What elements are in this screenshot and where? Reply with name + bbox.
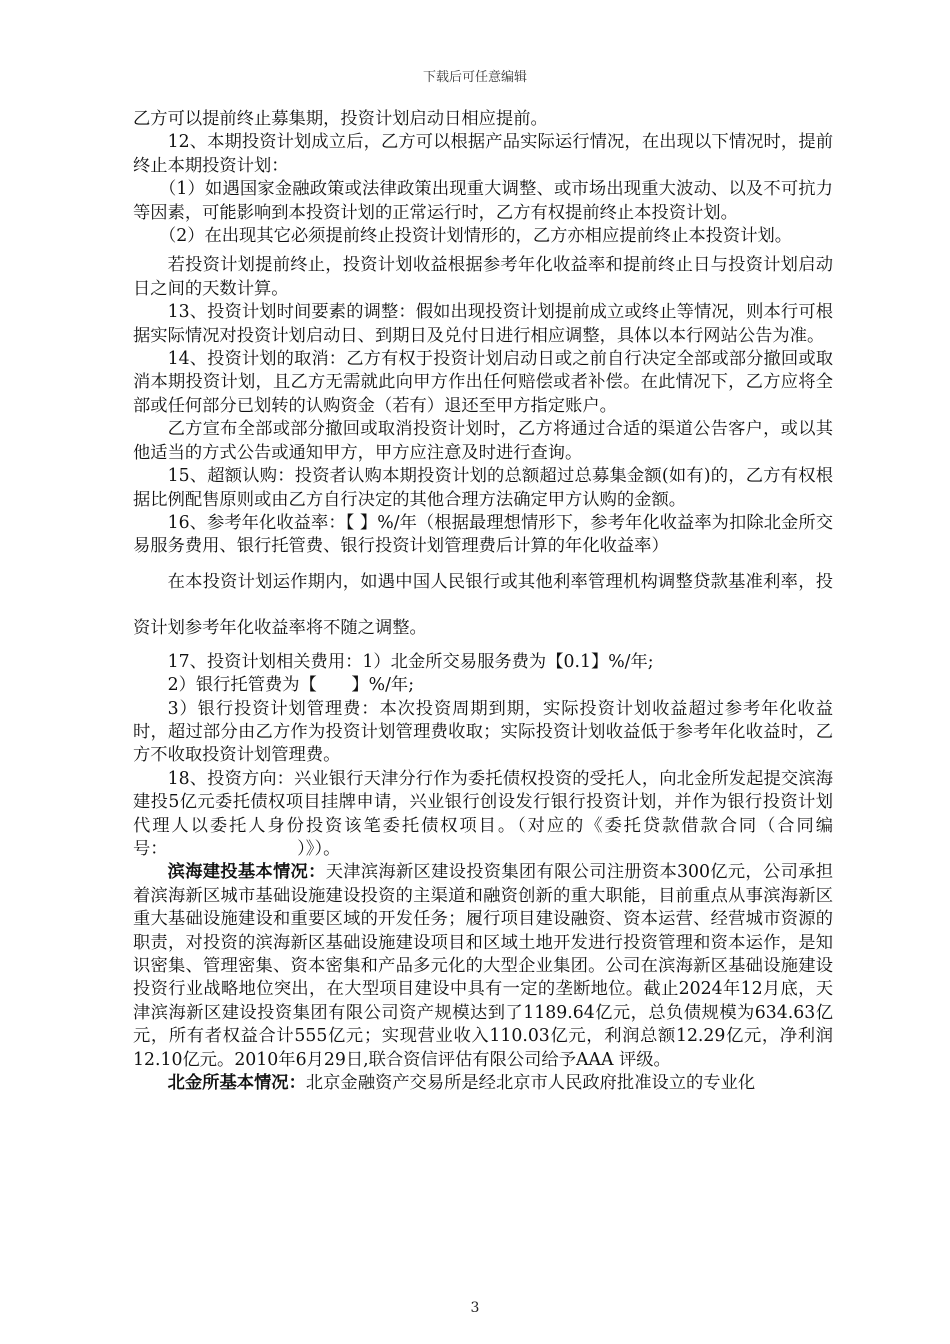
document-body xyxy=(133,108,833,1095)
paragraph: 2）银行托管费为【 】%/年; xyxy=(167,675,415,696)
paragraph: 若投资计划提前终止，投资计划收益根据参考年化收益率和提前终止日与投资计划启动日之间的天数计算。 xyxy=(133,255,833,299)
binhai-label: 滨海建投基本情况： xyxy=(167,862,326,883)
paragraph: （2）在出现其它必须提前终止投资计划情形的，乙方亦相应提前终止本投资计划。 xyxy=(158,226,793,247)
beijin-text: 北京金融资产交易所是经北京市人民政府批准设立的专业化 xyxy=(305,1073,756,1094)
paragraph: 13、投资计划时间要素的调整：假如出现投资计划提前成立或终止等情况，则本行可根据实际情况对投资计划启动日、到期日及兑付日进行相应调整，具体以本行网站公告为准。 xyxy=(133,302,833,346)
paragraph: 14、投资计划的取消：乙方有权于投资计划启动日或之前自行决定全部或部分撤回或取消本期投资计划，且乙方无需就此向甲方作出任何赔偿或者补偿。在此情况下，乙方应将全部或任何部分已划转的认购资金（若有）退还至甲方指定账户。 xyxy=(133,349,833,416)
page-header: 下载后可任意编辑 xyxy=(422,70,527,85)
beijin-paragraph xyxy=(133,1072,833,1095)
paragraph: 18、投资方向：兴业银行天津分行作为委托债权投资的受托人，向北金所发起提交滨海建投5亿元委托债权项目挂牌申请，兴业银行创设发行银行投资计划，并作为银行投资计划代理人以委托人身份投资该笔委托债权项目。（对应的《委托贷款借款合同（合同编号： ）》）。 xyxy=(133,768,833,859)
binhai-text: 天津滨海新区建设投资集团有限公司注册资本300亿元，公司承担着滨海新区城市基础设施建设投资的主渠道和融资创新的重大职能，目前重点从事滨海新区重大基础设施建设和重要区域的开发任务；履行项目建设融资、资本运营、经营城市资源的职责，对投资的滨海新区基础设施建设项目和区域土地开发进行投资管理和资本运作，是知识密集、管理密集、资本密集和产品多元化的大型企业集团。公司在滨海新区基础设施建设投资行业战略地位突出，在大型项目建设中具有一定的垄断地位。截止2024年12月底，天津滨海新区建设投资集团有限公司资产规模达到了1189.64亿元，总负债规模为634.63亿元，所有者权益合计555亿元；实现营业收入110.03亿元，利润总额12.29亿元，净利润12.10亿元。2010年6月29日,联合资信评估有限公司给予AAA 评级。 xyxy=(133,862,833,1070)
paragraph: 乙方宣布全部或部分撤回或取消投资计划时，乙方将通过合适的渠道公告客户，或以其他适当的方式公告或通知甲方，甲方应注意及时进行查询。 xyxy=(133,419,833,463)
page-number: 3 xyxy=(470,1300,480,1316)
paragraph: 3）银行投资计划管理费：本次投资周期到期，实际投资计划收益超过参考年化收益时，超过部分由乙方作为投资计划管理费收取；实际投资计划收益低于参考年化收益时，乙方不收取投资计划管理费。 xyxy=(133,698,833,766)
paragraph: 15、超额认购：投资者认购本期投资计划的总额超过总募集金额(如有)的，乙方有权根据比例配售原则或由乙方自行决定的其他合理方法确定甲方认购的金额。 xyxy=(133,466,833,510)
binhai-paragraph xyxy=(133,861,833,1072)
paragraph: 17、投资计划相关费用：1）北金所交易服务费为【0.1】%/年; xyxy=(167,651,654,672)
paragraph: 乙方可以提前终止募集期，投资计划启动日相应提前。 xyxy=(133,109,548,129)
paragraph: 12、本期投资计划成立后，乙方可以根据产品实际运行情况，在出现以下情况时，提前终止本期投资计划： xyxy=(133,132,833,176)
paragraph: 在本投资计划运作期内，如遇中国人民银行或其他利率管理机构调整贷款基准利率，投资计划参考年化收益率将不随之调整。 xyxy=(133,571,833,638)
paragraph: 16、参考年化收益率：【 】%/年（根据最理想情形下，参考年化收益率为扣除北金所交易服务费用、银行托管费、银行投资计划管理费后计算的年化收益率） xyxy=(133,512,833,557)
paragraph: （1）如遇国家金融政策或法律政策出现重大调整、或市场出现重大波动、以及不可抗力等因素，可能影响到本投资计划的正常运行时，乙方有权提前终止本投资计划。 xyxy=(133,179,833,223)
beijin-label: 北金所基本情况： xyxy=(167,1073,306,1094)
